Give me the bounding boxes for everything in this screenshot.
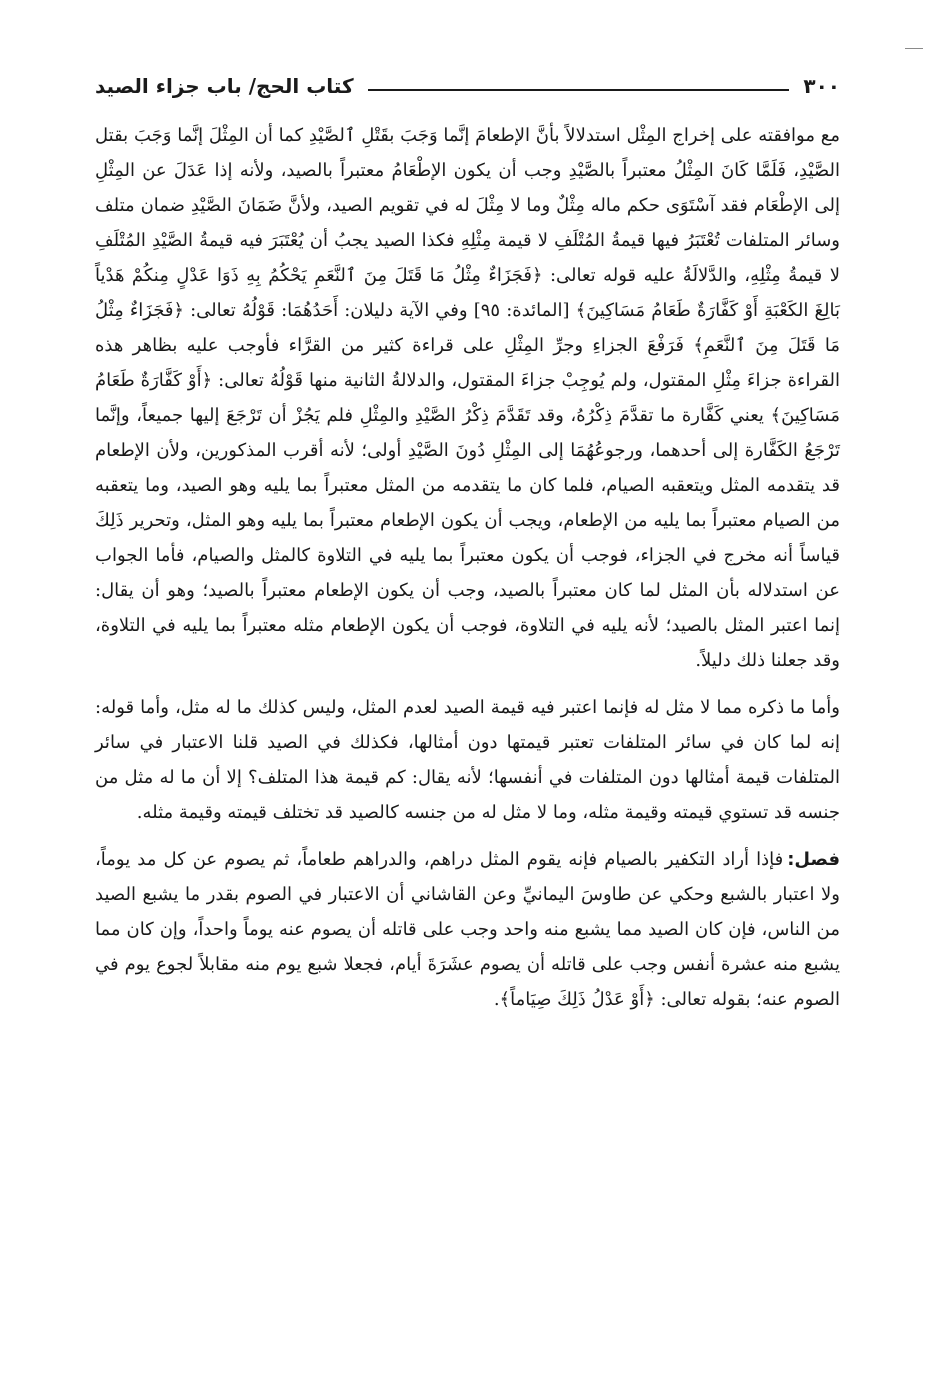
body-text [95,118,840,1017]
section-heading-fasl: فصل: [787,849,840,870]
page-header [95,68,840,104]
running-title: كتاب الحج/ باب جزاء الصيد [95,74,354,98]
paragraph-text: مع موافقته على إخراج المِثْل استدلالاً بأنَّ الإطعامَ إنَّما وَجَبَ بقَتْلِ ٱلصَّيْدِ كما أن المِثْلَ إنَّما وَجَبَ بقتل الصَّيْدِ، فَلَمَّا كَانَ المِثْلُ معتبراً بالصَّيْدِ وجب أن يكون الإطْعَامُ معتبراً بالصيد، ولأنه إذا عَدَلَ عن المِثْلِ إلى الإطْعَام فقد آسْتَوَى حكم ماله مِثْلٌ وما لا مِثْلَ له في تقويم الصيد، ولأنَّ ضَمَانَ الصَّيْدِ ضمان متلف وسائر المتلفات تُعْتَبَرُ فيها قيمةُ المُتْلَفِ لا قيمة مِثْلِهِ فكذا الصيد يجبُ أن يُعْتَبَرَ فيه قيمةُ الصَّيْدِ المُتْلَفِ لا قيمةُ مِثْلِهِ، والدَّلالَةُ عليه قوله تعالى: ﴿فَجَزَاءٌ مِثْلُ مَا قَتَلَ مِنَ ٱلنَّعَمِ يَحْكُمُ بِهِ ذَوَا عَدْلٍ مِنكُمْ هَدْياً بَالِغَ الكَعْبَةِ أَوْ كَفَّارَةٌ طَعَامُ مَسَاكِينَ﴾ [المائدة: ٩٥] وفي الآية دليلان: أَحَدُهُمَا: قَوْلُهُ تعالى: ﴿فَجَزَاءٌ مِثْلُ مَا قَتَلَ مِنَ ٱلنَّعَمِ﴾ فَرَفْعَ الجزاءِ وجرِّ المِثْلِ على قراءة كثير من القرَّاء فأوجب عليه بظاهر هذه القراءة جزاءَ مِثْلِ المقتول، ولم يُوجِبْ جزاءَ المقتول، والدلالةُ الثانية منها قَوْلُهُ تعالى: ﴿أَوْ كَفَّارَةٌ طَعَامُ مَسَاكِينَ﴾ يعني كَفَّارة ما تقدَّمَ ذِكْرُهُ، وقد تَقَدَّمَ ذِكْرُ الصَّيْدِ والمِثْلِ فلم يَجُزْ أن تَرْجَعَ إليها جميعاً، وإنَّما تَرْجَعُ الكَفَّارة إلى أحدهما، ورجوعُهُمَا إلى المِثْلِ دُونَ الصَّيْدِ أولى؛ لأنه أقرب المذكورين، ولأن الإطعام قد يتقدمه المثل ويتعقبه الصيام، فلما كان ما يتقدمه من المثل معتبراً بما يليه وهو الصيد، وما يتعقبه من الصيام معتبراً بما يليه من الإطعام، ويجب أن يكون الإطعام معتبراً بما يليه وهو المثل، وتحرير ذَلِكَ قياساً أنه مخرج في الجزاء، فوجب أن يكون معتبراً بما يليه في التلاوة كالمثل والصيام، فأما الجواب عن استدلاله بأن المثل لما كان معتبراً بالصيد، وجب أن يكون الإطعام معتبراً بالصيد؛ وهو أن يقال: إنما اعتبر المثل بالصيد؛ لأنه يليه في التلاوة، فوجب أن يكون الإطعام مثله معتبراً بما يليه في التلاوة، وقد جعلنا ذلك دليلاً. [95,125,841,671]
book-page [95,68,840,1017]
paragraph-text: وأما ما ذكره مما لا مثل له فإنما اعتبر فيه قيمة الصيد لعدم المثل، وليس كذلك ما له مثل، وأما قوله: إنه لما كان في سائر المتلفات تعتبر قيمتها دون أمثالها، فكذلك في الصيد قلنا الاعتبار في سائر المتلفات قيمة أمثالها دون المتلفات في أنفسها؛ لأنه يقال: كم قيمة هذا المتلف؟ إلا أن ما له مثل من جنسه قد تستوي قيمته وقيمة مثله، وما لا مثل له من جنسه كالصيد قد تختلف قيمته وقيمة مثله. [95,697,840,823]
paragraph [95,118,840,678]
margin-tick-mark [905,48,923,49]
page-number: ٣٠٠ [803,74,840,98]
paragraph [95,842,840,1017]
paragraph-text: فإذا أراد التكفير بالصيام فإنه يقوم المثل دراهم، والدراهم طعاماً، ثم يصوم عن كل مد يوماً، ولا اعتبار بالشبع وحكي عن طاوسَ اليمانيِّ وعن القاشاني أن الاعتبار في الصوم بقدر ما يشبع الصيد من الناس، فإن كان الصيد مما يشبع منه واحد وجب على قاتله أن يصوم عنه يوماً واحداً، وإن كان مما يشبع منه عشرة أنفس وجب على قاتله أن يصوم عشَرَةَ أيام، فجعلا شبع يوم منه مقابلاً لجوع يوم في الصوم عنه؛ بقوله تعالى: ﴿أَوْ عَدْلُ ذَلِكَ صِيَاماً﴾. [95,849,840,1010]
header-rule [368,89,790,91]
paragraph [95,690,840,830]
